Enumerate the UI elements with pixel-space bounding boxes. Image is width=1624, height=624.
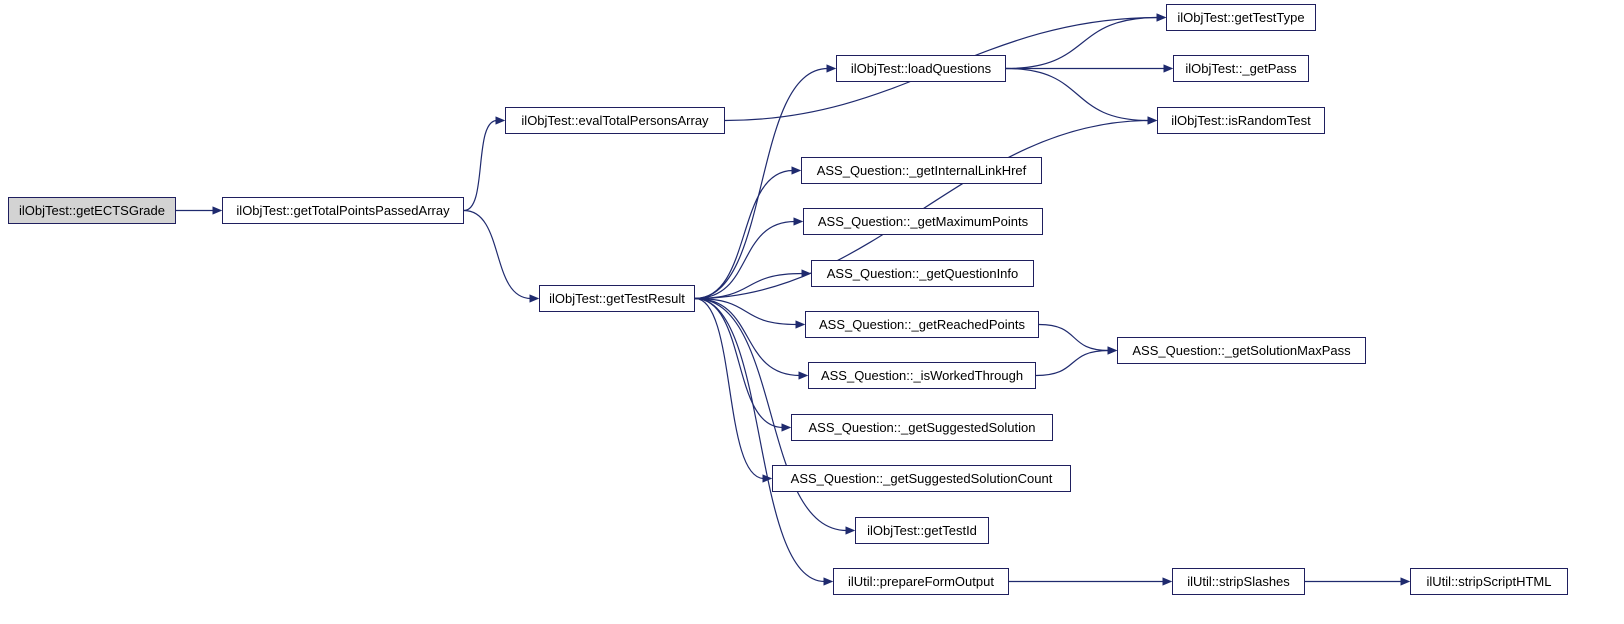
graph-node[interactable]: ilObjTest::getTestType <box>1166 4 1316 31</box>
graph-edge-arrowhead <box>530 295 538 302</box>
graph-edge <box>1036 351 1109 376</box>
graph-edge-arrowhead <box>827 65 835 72</box>
graph-edge <box>695 299 800 376</box>
graph-edge-arrowhead <box>1108 347 1116 354</box>
graph-edge <box>464 121 497 211</box>
graph-node[interactable]: ilObjTest::_getPass <box>1173 55 1309 82</box>
graph-edge-arrowhead <box>1401 578 1409 585</box>
graph-node[interactable]: ASS_Question::_getMaximumPoints <box>803 208 1043 235</box>
graph-edge-arrowhead <box>1164 65 1172 72</box>
graph-edge-arrowhead <box>796 321 804 328</box>
graph-edge <box>1039 325 1109 351</box>
graph-edge-arrowhead <box>782 424 790 431</box>
graph-node[interactable]: ASS_Question::_isWorkedThrough <box>808 362 1036 389</box>
graph-edge <box>695 299 764 479</box>
graph-edge <box>695 299 797 325</box>
graph-edge-arrowhead <box>1148 117 1156 124</box>
graph-node[interactable]: ASS_Question::_getSuggestedSolutionCount <box>772 465 1071 492</box>
graph-node[interactable]: ilUtil::prepareFormOutput <box>833 568 1009 595</box>
graph-node[interactable]: ilObjTest::loadQuestions <box>836 55 1006 82</box>
graph-edge-arrowhead <box>799 372 807 379</box>
graph-edge-arrowhead <box>763 475 771 482</box>
graph-edge-arrowhead <box>213 207 221 214</box>
graph-edge-arrowhead <box>824 578 832 585</box>
graph-edge <box>695 274 803 299</box>
graph-edge <box>1006 69 1149 121</box>
graph-edge-arrowhead <box>1157 14 1165 21</box>
graph-node[interactable]: ilObjTest::getECTSGrade <box>8 197 176 224</box>
graph-edge-arrowhead <box>846 527 854 534</box>
graph-node[interactable]: ilUtil::stripSlashes <box>1172 568 1305 595</box>
graph-edge-arrowhead <box>794 218 802 225</box>
graph-edge <box>695 222 795 299</box>
graph-node[interactable]: ilUtil::stripScriptHTML <box>1410 568 1568 595</box>
graph-edge-arrowhead <box>1157 14 1165 21</box>
graph-node[interactable]: ASS_Question::_getInternalLinkHref <box>801 157 1042 184</box>
graph-node[interactable]: ilObjTest::getTestId <box>855 517 989 544</box>
graph-edge <box>695 171 793 299</box>
graph-node[interactable]: ASS_Question::_getSuggestedSolution <box>791 414 1053 441</box>
graph-edge-arrowhead <box>496 117 504 124</box>
graph-node[interactable]: ASS_Question::_getQuestionInfo <box>811 260 1034 287</box>
graph-node[interactable]: ilObjTest::getTotalPointsPassedArray <box>222 197 464 224</box>
graph-edge-arrowhead <box>792 167 800 174</box>
graph-edge-arrowhead <box>802 270 810 277</box>
graph-edge-arrowhead <box>1108 347 1116 354</box>
graph-edge <box>695 299 783 428</box>
graph-node[interactable]: ASS_Question::_getSolutionMaxPass <box>1117 337 1366 364</box>
graph-edge-arrowhead <box>1163 578 1171 585</box>
graph-edge-arrowhead <box>1148 117 1156 124</box>
graph-node[interactable]: ilObjTest::evalTotalPersonsArray <box>505 107 725 134</box>
graph-node[interactable]: ilObjTest::isRandomTest <box>1157 107 1325 134</box>
graph-edge <box>1006 18 1158 69</box>
graph-node[interactable]: ilObjTest::getTestResult <box>539 285 695 312</box>
graph-node[interactable]: ASS_Question::_getReachedPoints <box>805 311 1039 338</box>
graph-edge <box>464 211 531 299</box>
